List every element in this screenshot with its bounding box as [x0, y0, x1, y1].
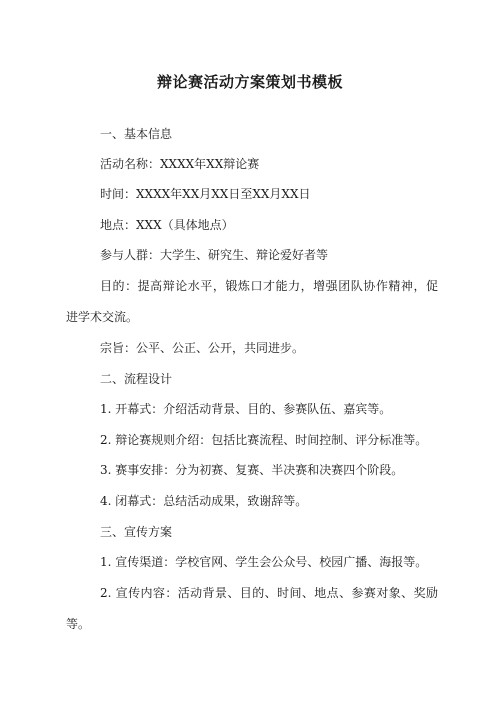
- purpose-line-continued: 进学术交流。: [66, 310, 139, 324]
- promotion-item-2: 2. 宣传内容：活动背景、目的、时间、地点、参赛对象、奖励: [100, 586, 438, 600]
- section-heading-process: 二、流程设计: [100, 372, 173, 386]
- location-line: 地点：XXX（具体地点）: [100, 218, 234, 232]
- document-title: 辩论赛活动方案策划书模板: [156, 73, 343, 91]
- process-item-1: 1. 开幕式：介绍活动背景、目的、参赛队伍、嘉宾等。: [100, 402, 392, 416]
- promotion-item-2-continued: 等。: [66, 617, 91, 631]
- principle-line: 宗旨：公平、公正、公开，共同进步。: [100, 341, 305, 355]
- participants-line: 参与人群：大学生、研究生、辩论爱好者等: [100, 248, 329, 262]
- section-heading-promotion: 三、宣传方案: [100, 525, 173, 539]
- process-item-3: 3. 赛事安排：分为初赛、复赛、半决赛和决赛四个阶段。: [100, 463, 404, 477]
- purpose-line: 目的：提高辩论水平，锻炼口才能力，增强团队协作精神，促: [100, 279, 438, 293]
- time-line: 时间：XXXX年XX月XX日至XX月XX日: [100, 187, 311, 201]
- process-item-4: 4. 闭幕式：总结活动成果，致谢辞等。: [100, 494, 308, 508]
- process-item-2: 2. 辩论赛规则介绍：包括比赛流程、时间控制、评分标准等。: [100, 433, 428, 447]
- section-heading-basic-info: 一、基本信息: [100, 127, 173, 141]
- promotion-item-1: 1. 宣传渠道：学校官网、学生会公众号、校园广播、海报等。: [100, 555, 428, 569]
- activity-name-line: 活动名称：XXXX年XX辩论赛: [100, 157, 260, 171]
